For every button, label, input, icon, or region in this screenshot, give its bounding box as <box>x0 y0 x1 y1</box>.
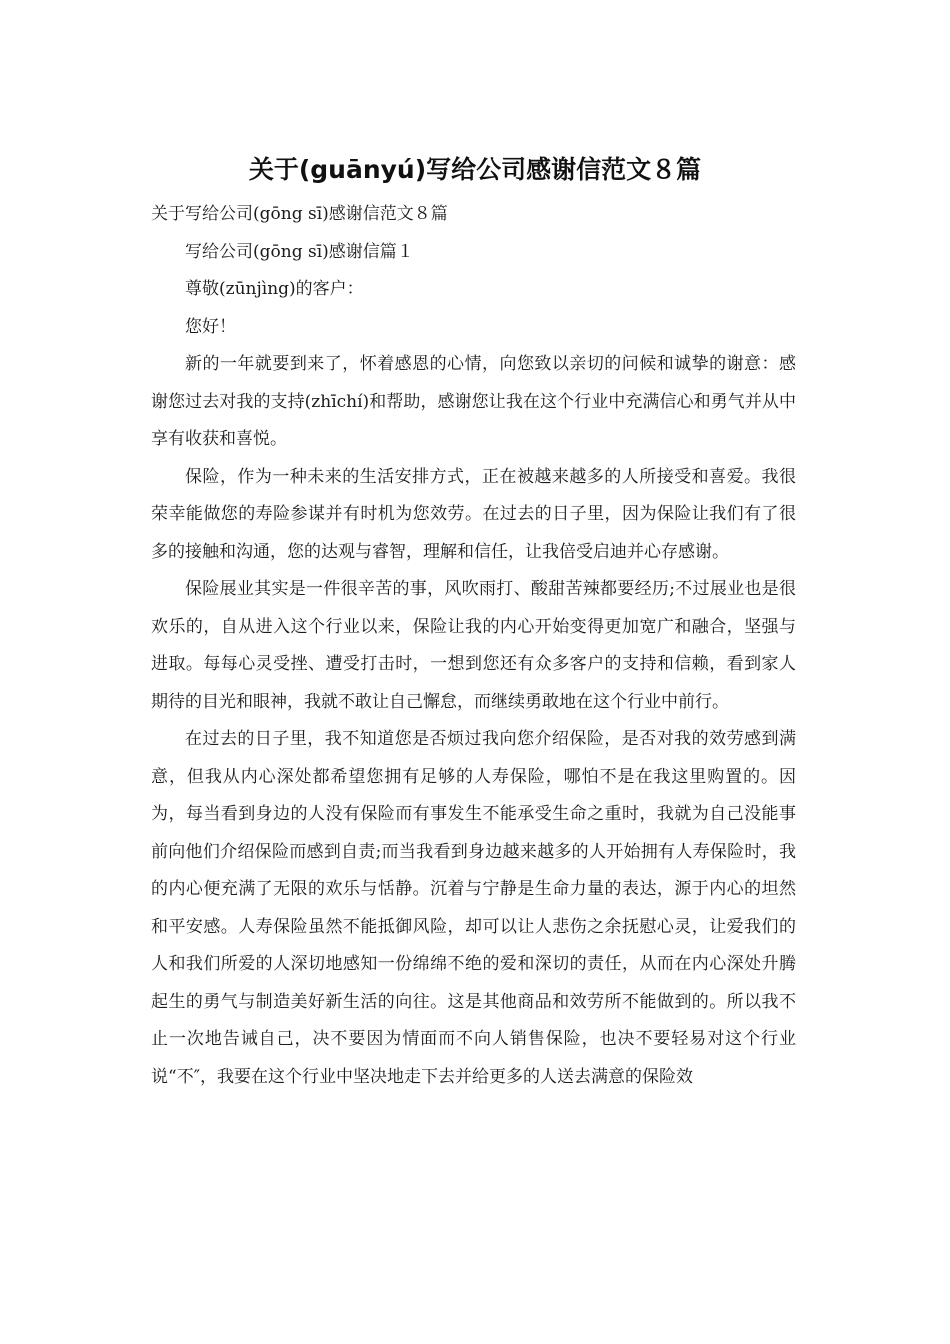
paragraph: 保险，作为一种未来的生活安排方式，正在被越来越多的人所接受和喜爱。我很荣幸能做您的寿险参谋并有时机为您效劳。在过去的日子里，因为保险让我们有了很多的接触和沟通，您的达观与睿智，理解和信任，让我倍受启迪并心存感谢。 <box>151 466 796 562</box>
paragraph: 保险展业其实是一件很辛苦的事，风吹雨打、酸甜苦辣都要经历;不过展业也是很欢乐的，自从进入这个行业以来，保险让我的内心开始变得更加宽广和融合，坚强与进取。每每心灵受挫、遭受打击时，一想到您还有众多客户的支持和信赖，看到家人期待的目光和眼神，我就不敢让自己懈怠，而继续勇敢地在这个行业中前行。 <box>151 579 796 712</box>
section-heading: 写给公司(gōng sī)感谢信篇１ <box>185 241 414 262</box>
paragraph: 在过去的日子里，我不知道您是否烦过我向您介绍保险，是否对我的效劳感到满意，但我从内心深处都希望您拥有足够的人寿保险，哪怕不是在我这里购置的。因为，每当看到身边的人没有保险而有事发生不能承受生命之重时，我就为自己没能事前向他们介绍保险而感到自责;而当我看到身边越来越多的人开始拥有人寿保险时，我的内心便充满了无限的欢乐与恬静。沉着与宁静是生命力量的表达，源于内心的坦然和平安感。人寿保险虽然不能抵御风险，却可以让人悲伤之余抚慰心灵，让爱我们的人和我们所爱的人深切地感知一份绵绵不绝的爱和深切的责任，从而在内心深处升腾起生的勇气与制造美好新生活的向往。这是其他商品和效劳所不能做到的。所以我不止一次地告诫自己，决不要因为情面而不向人销售保险，也决不要轻易对这个行业说“不″，我要在这个行业中坚决地走下去并给更多的人送去满意的保险效 <box>151 729 796 1087</box>
greeting: 您好！ <box>185 316 236 337</box>
document-body <box>151 196 796 1096</box>
document-title: 关于(guānyú)写给公司感谢信范文８篇 <box>248 155 702 184</box>
document-subtitle: 关于写给公司(gōng sī)感谢信范文８篇 <box>151 204 448 224</box>
paragraph: 新的一年就要到来了，怀着感恩的心情，向您致以亲切的问候和诚挚的谢意：感谢您过去对我的支持(zhīchí)和帮助，感谢您让我在这个行业中充满信心和勇气并从中享有收获和喜悦。 <box>151 354 796 449</box>
salutation: 尊敬(zūnjìng)的客户： <box>185 279 364 299</box>
